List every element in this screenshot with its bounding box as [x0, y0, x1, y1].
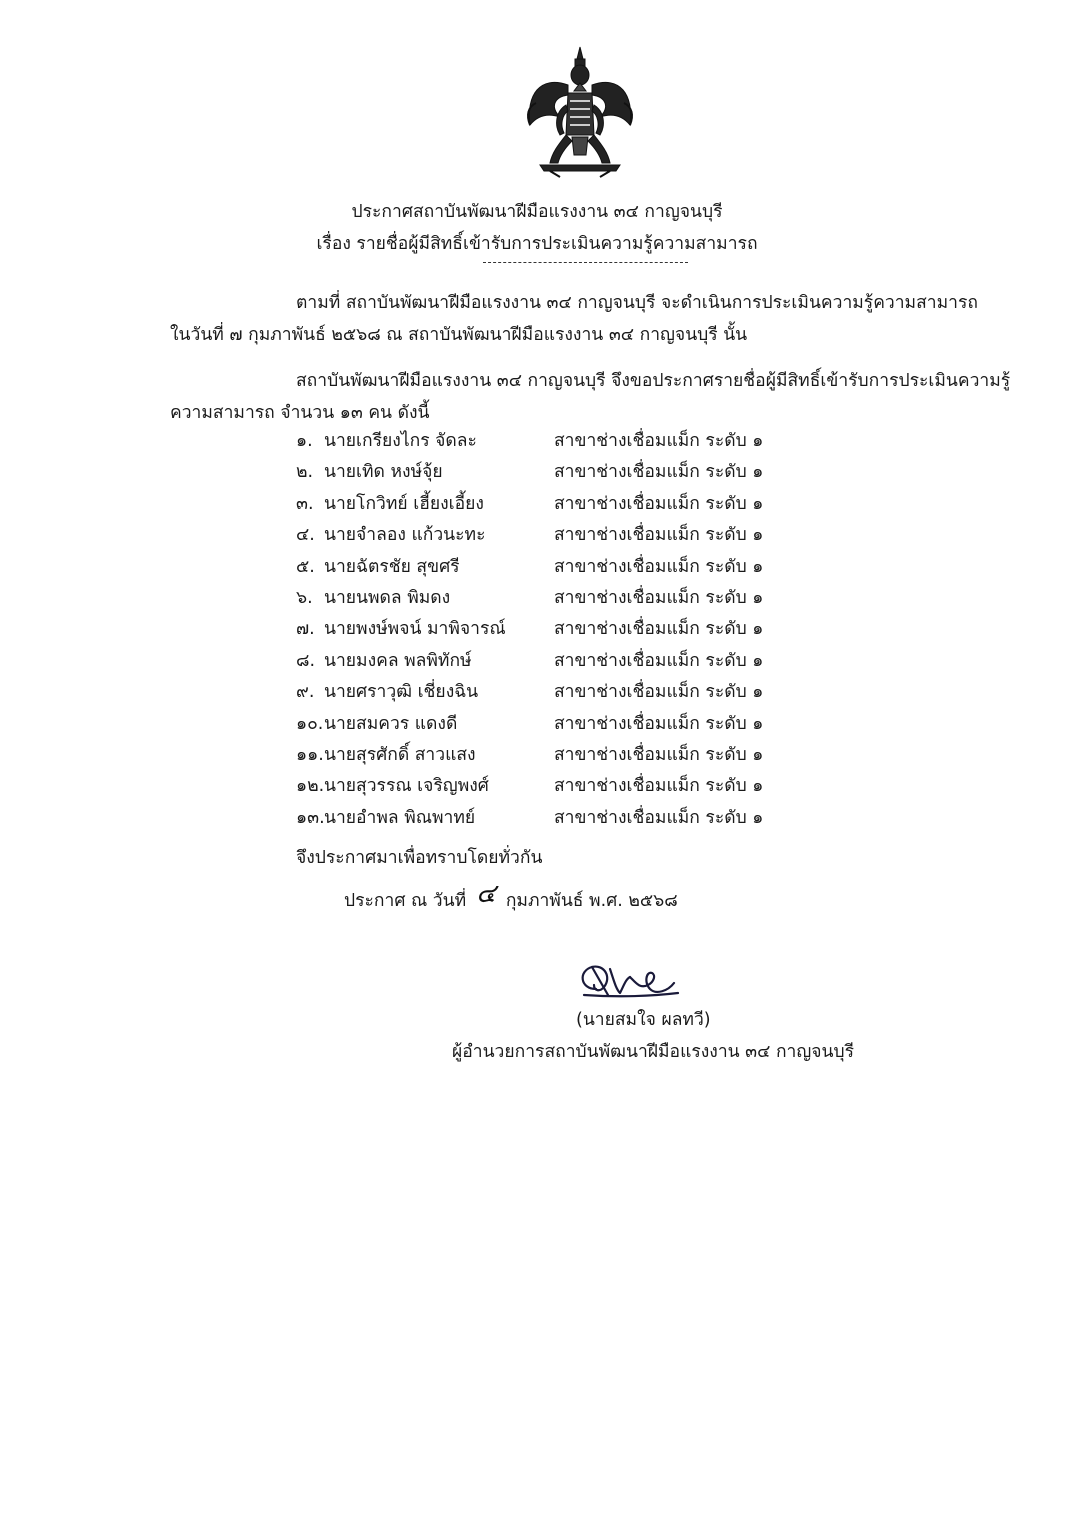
candidate-branch: สาขาช่างเชื่อมแม็ก ระดับ ๑ — [554, 525, 764, 546]
item-number: ๘. — [296, 650, 316, 671]
candidate-branch: สาขาช่างเชื่อมแม็ก ระดับ ๑ — [554, 431, 764, 451]
item-number: ๑๐. — [296, 713, 324, 734]
candidate-branch: สาขาช่างเชื่อมแม็ก ระดับ ๑ — [554, 776, 764, 797]
candidate-branch: สาขาช่างเชื่อมแม็ก ระดับ ๑ — [554, 587, 764, 608]
candidate-name: นายอำพล พิณพาทย์ — [324, 807, 476, 828]
candidate-name: นายจำลอง แก้วนะทะ — [324, 525, 486, 546]
handwritten-signature — [574, 955, 684, 1003]
item-number: ๙. — [296, 682, 315, 703]
paragraph1-line2: ในวันที่ ๗ กุมภาพันธ์ ๒๕๖๘ ณ สถาบันพัฒนาฝีมือแรงงาน ๓๔ กาญจนบุรี นั้น — [170, 325, 748, 345]
candidate-name: นายโกวิทย์ เฮี้ยงเอี้ยง — [324, 493, 484, 514]
candidate-branch: สาขาช่างเชื่อมแม็ก ระดับ ๑ — [554, 493, 764, 514]
paragraph2-line2: ความสามารถ จำนวน ๑๓ คน ดังนี้ — [170, 403, 430, 423]
item-number: ๑. — [296, 431, 313, 451]
announcement-header — [0, 196, 1074, 260]
signer-title: ผู้อำนวยการสถาบันพัฒนาฝีมือแรงงาน ๓๔ กาญจนบุรี — [452, 1042, 855, 1062]
candidate-branch: สาขาช่างเชื่อมแม็ก ระดับ ๑ — [554, 744, 764, 765]
announcement-date — [344, 879, 678, 917]
candidate-name: นายพงษ์พจน์ มาพิจารณ์ — [324, 619, 506, 640]
candidate-branch: สาขาช่างเชื่อมแม็ก ระดับ ๑ — [554, 682, 764, 703]
date-prefix: ประกาศ ณ วันที่ — [344, 891, 467, 911]
signer-name: (นายสมใจ ผลทวี) — [576, 1010, 711, 1030]
announcement-subject: เรื่อง รายชื่อผู้มีสิทธิ์เข้ารับการประเมินความรู้ความสามารถ — [316, 234, 758, 254]
item-number: ๑๓. — [296, 807, 325, 828]
date-month-year: กุมภาพันธ์ พ.ศ. ๒๕๖๘ — [505, 891, 678, 911]
paragraph2-line1: สถาบันพัฒนาฝีมือแรงงาน ๓๔ กาญจนบุรี จึงขอประกาศรายชื่อผู้มีสิทธิ์เข้ารับการประเมินความรู้ — [296, 371, 1011, 391]
candidate-branch: สาขาช่างเชื่อมแม็ก ระดับ ๑ — [554, 713, 764, 734]
candidate-branch: สาขาช่างเชื่อมแม็ก ระดับ ๑ — [554, 807, 764, 828]
candidate-name: นายสมควร แดงดี — [324, 713, 458, 734]
closing-statement: จึงประกาศมาเพื่อทราบโดยทั่วกัน — [296, 848, 543, 868]
garuda-emblem-icon — [520, 45, 640, 180]
candidate-name: นายเทิด หงษ์จุ้ย — [324, 462, 443, 483]
candidate-name: นายศราวุฒิ เชี่ยงฉิน — [324, 682, 479, 703]
candidate-name: นายนพดล พิมดง — [324, 587, 451, 608]
item-number: ๖. — [296, 587, 313, 608]
item-number: ๕. — [296, 556, 315, 577]
item-number: ๑๑. — [296, 744, 324, 765]
candidate-branch: สาขาช่างเชื่อมแม็ก ระดับ ๑ — [554, 462, 764, 483]
candidate-name: นายเกรียงไกร จัดละ — [324, 431, 477, 451]
paragraph1-line1: ตามที่ สถาบันพัฒนาฝีมือแรงงาน ๓๔ กาญจนบุรี จะดำเนินการประเมินความรู้ความสามารถ — [296, 293, 978, 313]
candidate-name: นายสุรศักดิ์ สาวแสง — [324, 744, 476, 765]
candidate-name: นายสุวรรณ เจริญพงศ์ — [324, 776, 489, 797]
item-number: ๒. — [296, 462, 314, 483]
announcement-title: ประกาศสถาบันพัฒนาฝีมือแรงงาน ๓๔ กาญจนบุรี — [351, 202, 723, 222]
candidate-branch: สาขาช่างเชื่อมแม็ก ระดับ ๑ — [554, 619, 764, 640]
item-number: ๔. — [296, 525, 315, 546]
header-divider — [483, 262, 688, 263]
date-day-handwritten: ๔ — [476, 879, 496, 909]
candidate-branch: สาขาช่างเชื่อมแม็ก ระดับ ๑ — [554, 650, 764, 671]
candidate-name: นายฉัตรชัย สุขศรี — [324, 556, 460, 577]
candidate-branch: สาขาช่างเชื่อมแม็ก ระดับ ๑ — [554, 556, 764, 577]
item-number: ๓. — [296, 493, 314, 514]
item-number: ๑๒. — [296, 776, 325, 797]
item-number: ๗. — [296, 619, 315, 640]
candidate-name: นายมงคล พลพิทักษ์ — [324, 650, 472, 671]
